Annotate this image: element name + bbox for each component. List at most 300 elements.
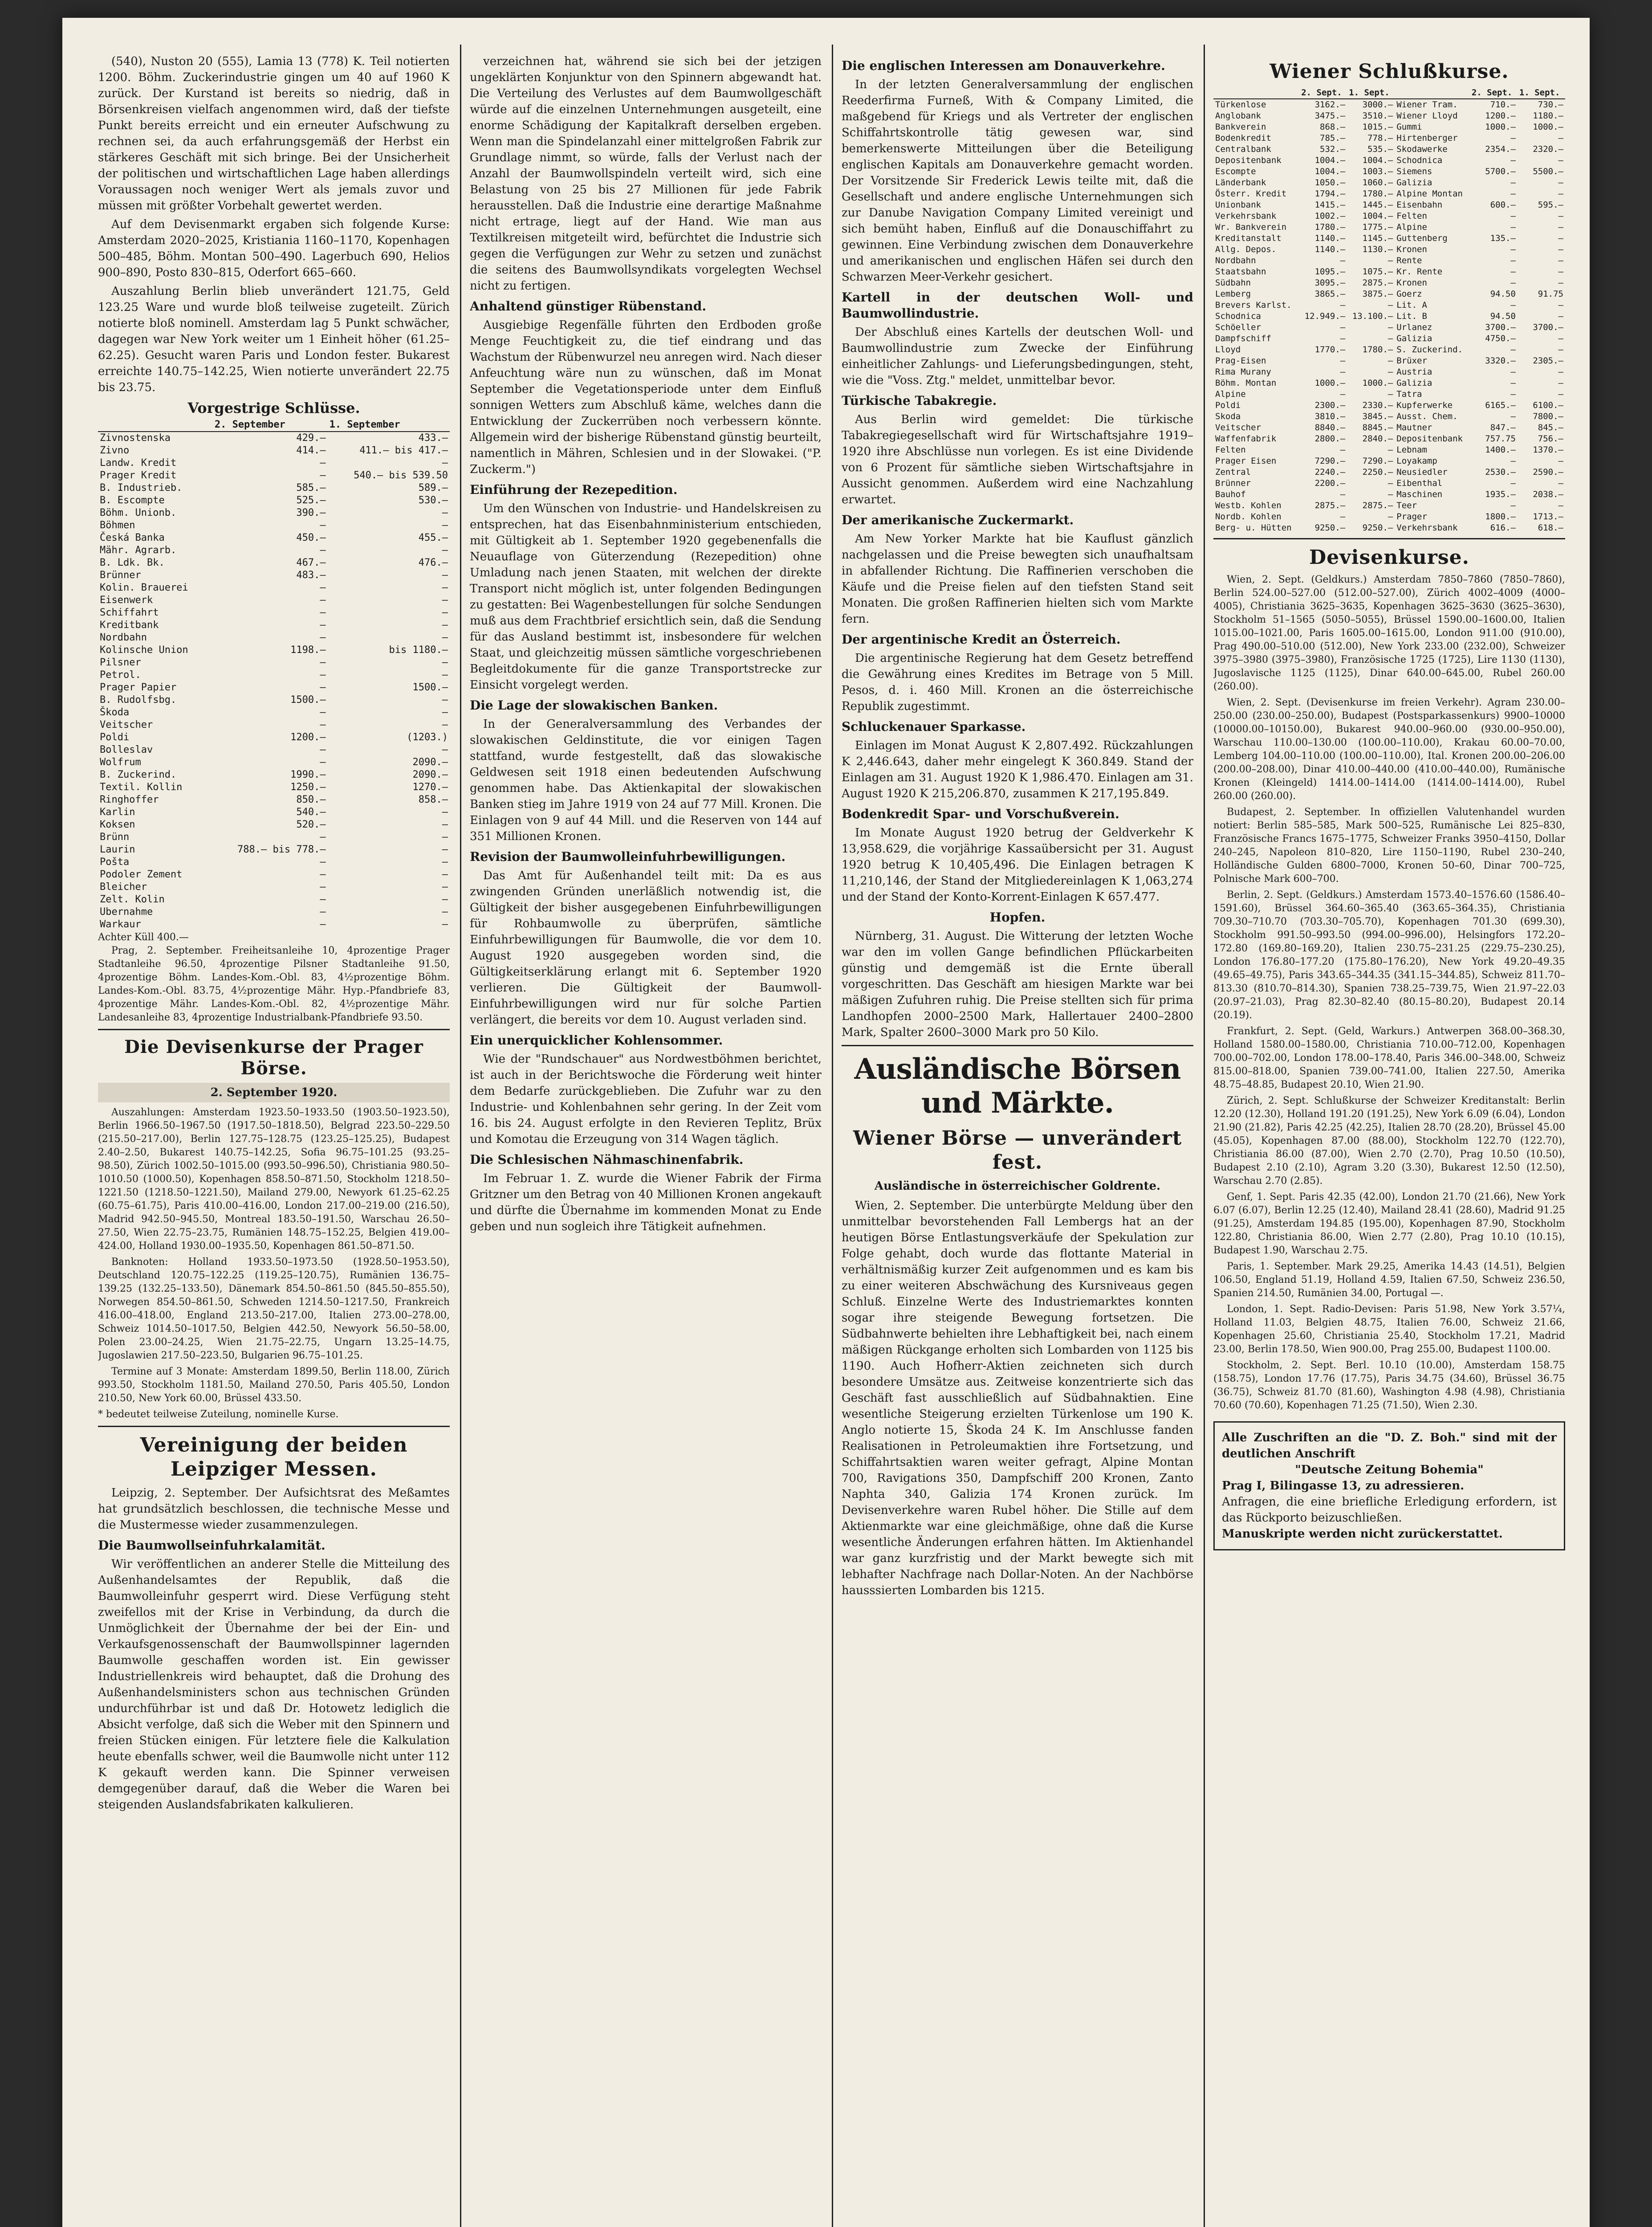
table-row	[98, 756, 450, 769]
table-cell: 2875.—	[1362, 278, 1393, 288]
table-cell: —	[1510, 367, 1516, 377]
table-header: 1. September	[328, 419, 450, 432]
table-cell: —	[1558, 267, 1563, 277]
article-text: Am New Yorker Markte hat bie Kauflust gänzlich nachgelassen und die Preise bewegten sich unaufhaltsam in abfallender Richtung. Die Raffinerien verschoben die Käufe und die Preise fielen auf den tiefsten Stand seit Monaten. Die großen Raffinerien hielten sich vom Markte fern.	[842, 532, 1193, 626]
table-row	[1213, 378, 1565, 389]
table-cell: —	[1510, 189, 1516, 199]
table-cell: —	[442, 607, 448, 618]
table-row	[1213, 244, 1565, 255]
table-row	[98, 819, 450, 831]
table-cell: 3810.—	[1314, 412, 1346, 421]
table-row	[1213, 355, 1565, 367]
table-cell: —	[1558, 300, 1563, 310]
table-cell: —	[1510, 211, 1516, 221]
table-cell: —	[1388, 334, 1393, 343]
section-heading: Ausländische Börsen und Märkte.	[854, 1052, 1181, 1120]
table-cell: 1060.—	[1362, 178, 1393, 188]
table-row	[98, 794, 450, 806]
table-cell: Galizia	[1396, 334, 1432, 343]
table-cell: Veitscher	[1215, 423, 1261, 432]
table-cell: 429.—	[296, 432, 326, 444]
table-cell: Neusiedler	[1396, 467, 1448, 477]
table-cell: 3700.—	[1485, 322, 1516, 332]
table-cell: —	[320, 669, 326, 681]
article-heading: Einführung der Rezepedition.	[470, 482, 678, 497]
table-cell: 7800.—	[1533, 412, 1563, 421]
section-heading: Wiener Börse — unverändert fest.	[853, 1127, 1182, 1174]
table-row	[1213, 266, 1565, 277]
table-cell: —	[1558, 456, 1563, 466]
table-cell: Österr. Kredit	[1215, 189, 1287, 199]
table-cell: Prager Papier	[100, 682, 177, 693]
table-cell: 1780.—	[1314, 222, 1346, 232]
table-cell: Unionbank	[1215, 200, 1261, 210]
article-text: (540), Nuston 20 (555), Lamia 13 (778) K. Teil notierten 1200. Böhm. Zuckerindustrie gingen um 40 auf 1960 K zurück. Der Kurstand ist bereits so niedrig, daß in Börsenkreisen vielfach angenommen wird, daß der tiefste Punkt bereits erreicht und ein erneuter Aufschwung zu rechnen sei, da auch erfahrungsgemäß der Herbst ein stärkeres Geschäft mit sich bringe. Bei der Unsicherheit der politischen und wirtschaftlichen Lage haben allerdings Voraussagen noch weniger Wert als jemals zuvor und müssen mit größter Vorbehalt gewertet werden.	[98, 55, 450, 212]
table-cell: 535.—	[1367, 144, 1393, 154]
table-row	[1213, 333, 1565, 344]
table-cell: 1130.—	[1362, 245, 1393, 254]
table-cell: 2875.—	[1362, 501, 1393, 510]
table-cell: 3865.—	[1314, 289, 1346, 299]
section-heading: Devisenkurse.	[1309, 546, 1469, 569]
table-cell: Kupferwerke	[1396, 400, 1453, 410]
table-cell: 7290.—	[1314, 456, 1346, 466]
table-row	[1213, 367, 1565, 378]
article-text: Paris, 1. September. Mark 29.25, Amerika 14.43 (14.51), Belgien 106.50, England 51.19, Holland 4.59, Italien 67.50, Schweiz 236.50, Spanien 214.50, Rumänien 34.00, Portugal —.	[1213, 1261, 1565, 1299]
table-cell: 1003.—	[1362, 167, 1393, 176]
section-subtitle: Ausländische in österreichischer Goldrente.	[874, 1179, 1161, 1193]
table-cell: —	[320, 582, 326, 593]
column-4	[1213, 53, 1565, 2227]
article-text: Wien, 2. Sept. (Geldkurs.) Amsterdam 7850–7860 (7850–7860), Berlin 524.00–527.00 (512.00–527.00), Zürich 4002–4009 (4000–4005), Christiania 3625–3635, Kopenhagen 3625–3630 (3625–3630), Stockholm 51–1565 (5050–5055), Brüssel 1590.00–1600.00, Italien 1015.00–1021.00, Paris 1605.00–1615.00, London 911.00 (910.00), Prag 490.00–510.00 (512.00), New York 233.00 (232.00), Schweizer 3975–3980 (3975–3980), Französische 1725 (1725), Lire 1130 (1130), Jugoslavische 1125 (1125), Dinar 640.00–645.00, Rubel 260.00 (260.00).	[1213, 574, 1565, 692]
column-3	[842, 53, 1193, 2227]
table-row	[1213, 400, 1565, 411]
table-cell: —	[442, 632, 448, 643]
table-cell: Kreditbank	[100, 620, 159, 631]
table-cell: —	[320, 457, 326, 469]
article-text: In der Generalversammlung des Verbandes der slowakischen Geldinstitute, die vor einigen Tagen stattfand, wurde festgestellt, daß das slowakische Geldwesen seit 1918 einen bedeutenden Aufschwung genommen habe. Das Aktienkapital der slowakischen Banken stieg im Jahre 1919 von 24 auf 77 Mill. Kronen. Die Einlagen von 9 auf 44 Mill. und die Reserven von 144 auf 351 Millionen Kronen.	[470, 718, 822, 843]
table-cell: —	[442, 857, 448, 868]
table-cell: Hirtenberger	[1396, 133, 1458, 143]
table-row	[98, 432, 450, 445]
article-heading: Der amerikanische Zuckermarkt.	[842, 513, 1074, 527]
table-cell: Prager Eisen	[1215, 456, 1277, 466]
table-cell: —	[1558, 178, 1563, 188]
table-cell: 868.—	[1320, 122, 1346, 132]
table-cell: 756.—	[1538, 434, 1563, 444]
table-cell: —	[1388, 256, 1393, 265]
table-cell: —	[1510, 378, 1516, 388]
table-cell: 1004.—	[1362, 211, 1393, 221]
table-cell: 2090.—	[412, 757, 448, 768]
table-cell: —	[442, 669, 448, 681]
table-cell: 2800.—	[1314, 434, 1346, 444]
table-cell: 1002.—	[1314, 211, 1346, 221]
table-cell: 1004.—	[1362, 155, 1393, 165]
table-cell: 525.—	[296, 495, 326, 506]
table-cell: —	[1558, 311, 1563, 321]
table-row	[98, 494, 450, 507]
table-cell: 1780.—	[1362, 189, 1393, 199]
table-cell: 710.—	[1490, 100, 1516, 110]
table-cell: —	[320, 757, 326, 768]
table-cell: —	[1510, 478, 1516, 488]
table-cell: Kronen	[1396, 278, 1427, 288]
article-text: Der Abschluß eines Kartells der deutschen Woll- und Baumwollindustrie zum Zwecke der Einführung einheitlicher Zahlungs- und Lieferungsbedingungen, steht, wie die "Voss. Ztg." meldet, unmittelbar bevor.	[842, 326, 1193, 387]
table-cell: —	[1340, 512, 1346, 522]
table-cell: Teer	[1396, 501, 1417, 510]
table-cell: Maschinen	[1396, 489, 1443, 499]
section-date: 2. September 1920.	[98, 1083, 450, 1102]
table-cell: —	[320, 707, 326, 718]
table-cell: Dampfschiff	[1215, 334, 1271, 343]
table-cell: —	[1558, 256, 1563, 265]
table-row	[98, 544, 450, 557]
table-row	[1213, 389, 1565, 400]
table-cell: Länderbank	[1215, 178, 1266, 188]
table-row	[98, 445, 450, 457]
table-cell: Nordbahn	[100, 632, 147, 643]
table-cell: Kreditanstalt	[1215, 233, 1282, 243]
table-cell: 3320.—	[1485, 356, 1516, 366]
table-cell: Podoler Zement	[100, 869, 183, 880]
article-text: Aus Berlin wird gemeldet: Die türkische Tabakregiegesellschaft wird für Wirtschaftsjahre 1919–1920 ihre Abschlüsse nun vorlegen. Es ist eine Dividende von 6 Prozent für sämtliche sieben Wirtschaftsjahre in Aussicht genommen. Außerdem wird eine Nachzahlung erwartet.	[842, 413, 1193, 506]
table-cell: 1140.—	[1314, 233, 1346, 243]
table-row	[1213, 311, 1565, 322]
table-cell: 91.75	[1538, 289, 1563, 299]
table-cell: 520.—	[296, 819, 326, 830]
table-cell: 540.— bis 539.50	[354, 470, 448, 481]
table-cell: Eisenwerk	[100, 595, 153, 606]
table-cell: Ubernahme	[100, 906, 153, 918]
table-cell: —	[1510, 133, 1516, 143]
table-cell: Poldi	[100, 732, 130, 743]
table-cell: —	[320, 682, 326, 693]
table-cell: Gummi	[1396, 122, 1422, 132]
table-cell: —	[1340, 367, 1346, 377]
table-cell: —	[1388, 478, 1393, 488]
table-cell: —	[442, 457, 448, 469]
table-cell: 540.—	[296, 807, 326, 818]
table-cell: —	[442, 520, 448, 531]
table-cell: Česká Banka	[100, 532, 165, 543]
table-cell: 1780.—	[1362, 345, 1393, 355]
table-cell: Mautner	[1396, 423, 1432, 432]
article-text: Ausgiebige Regenfälle führten den Erdboden große Menge Feuchtigkeit zu, die tief eindrang und das Wachstum der Rübenwurzel neu anregen wird. Nach dieser Anfeuchtung wäre nun zu wünschen, daß im Monat September die Vegetationsperiode unter dem Einfluß sonnigen Wetters zum Abschluß käme, welches dann die Entwicklung der Zuckerrüben noch verbessern könnte. Allgemein wird der bisherige Rübenstand günstig beurteilt, namentlich in Mähren, Schlesien und in der Slowakei. ("P. Zuckerm.")	[470, 318, 822, 476]
table-row	[1213, 122, 1565, 133]
table-cell: —	[442, 719, 448, 730]
table-cell: Zivnostenska	[100, 432, 171, 444]
article-heading: Bodenkredit Spar- und Vorschußverein.	[842, 807, 1119, 821]
table-row	[1213, 211, 1565, 222]
table-cell: —	[320, 744, 326, 755]
table-row	[98, 557, 450, 569]
table-cell: —	[1558, 389, 1563, 399]
column-1	[98, 53, 450, 2227]
article-text: Berlin, 2. Sept. (Geldkurs.) Amsterdam 1573.40–1576.60 (1586.40–1591.60), Brüssel 364.60–365.40 (363.65–364.35), Christiania 709.30–710.70 (703.30–705.70), Kopenhagen 701.30 (699.30), Stockholm 991.50–993.50 (994.00–996.00), Helsingfors 172.20–172.80 (169.80–169.20), Italien 230.75–231.25 (229.75–230.25), London 176.80–177.20 (175.80–176.20), New York 49.20–49.35 (49.65–49.75), Paris 343.65–344.35 (341.15–344.85), Schweiz 811.70–813.30 (810.70–814.30), Spanien 738.25–739.75, Wien 21.97–22.03 (20.97–21.03), Prag 82.30–82.40 (80.15–80.20), Budapest 20.14 (20.19).	[1213, 889, 1565, 1021]
table-cell: Alpine	[1396, 222, 1427, 232]
table-cell: Waffenfabrik	[1215, 434, 1277, 444]
table-cell: Guttenberg	[1396, 233, 1448, 243]
table-header: 1. Sept.	[1347, 87, 1395, 99]
table-cell: 1004.—	[1314, 167, 1346, 176]
table-cell: B. Escompte	[100, 495, 165, 506]
table-cell: 595.—	[1538, 200, 1563, 210]
article-text: Wien, 2. Sept. (Devisenkurse im freien Verkehr). Agram 230.00–250.00 (230.00–250.00), Budapest (Postsparkassenkurs) 9900–10000 (10000.00–10150.00), Bukarest 940.00–960.00 (930.00–950.00), Warschau 110.00–130.00 (100.00–110.00), Krakau 60.00–70.00, Lemberg 104.00–110.00 (100.00–110.00), Ital. Kronen 200.00–206.00 (200.00–208.00), Dinar 410.00–440.00 (410.00–440.00), Rumänische Kronen (Kleingeld) 1414.00–1414.00 (1414.00–1414.00), Rubel 260.00 (260.00).	[1213, 697, 1565, 802]
table-cell: —	[1388, 322, 1393, 332]
table-cell: Depositenbank	[1396, 434, 1463, 444]
table-cell: —	[320, 919, 326, 930]
table-cell: 2840.—	[1362, 434, 1393, 444]
article-text: Im Februar 1. Z. wurde die Wiener Fabrik der Firma Gritzner um den Betrag von 40 Millionen Kronen angekauft und dürfte die Übernahme im kommenden Monat zu Ende geben und nun sogleich ihre Tätigkeit aufnehmen.	[470, 1172, 822, 1233]
table-cell: 1200.—	[290, 732, 326, 743]
table-row	[1213, 411, 1565, 422]
table-cell: Poldi	[1215, 400, 1241, 410]
table-row	[98, 519, 450, 532]
table-cell: 2200.—	[1314, 478, 1346, 488]
table-cell: 2240.—	[1314, 467, 1346, 477]
table-cell: Schodnica	[1215, 311, 1261, 321]
table-row	[98, 844, 450, 856]
table-cell: Landw. Kredit	[100, 457, 177, 469]
table-cell: 1400.—	[1485, 445, 1516, 455]
table-cell: —	[442, 744, 448, 755]
table-cell: —	[1510, 278, 1516, 288]
table-cell: Schöeller	[1215, 322, 1261, 332]
table-cell: Verkehrsbank	[1215, 211, 1277, 221]
table-header: 1. Sept.	[1518, 87, 1565, 99]
section-heading: Vereinigung der beiden Leipziger Messen.	[140, 1434, 408, 1481]
table-cell: —	[442, 832, 448, 843]
table-cell: Brünner	[1215, 478, 1251, 488]
table-cell: B. Ldk. Bk.	[100, 557, 165, 568]
table-row	[1213, 500, 1565, 511]
table-row	[98, 893, 450, 906]
table-cell: 1500.—	[290, 694, 326, 706]
table-cell: Austria	[1396, 367, 1432, 377]
table-header	[98, 419, 213, 432]
table-cell: Škoda	[100, 707, 130, 718]
table-row	[98, 619, 450, 632]
table-cell: —	[1388, 489, 1393, 499]
table-cell: —	[442, 894, 448, 905]
table-cell: —	[320, 520, 326, 531]
table-row	[1213, 110, 1565, 122]
table-row	[98, 607, 450, 619]
article-heading: Die Schlesischen Nähmaschinenfabrik.	[470, 1152, 744, 1167]
table-cell: 2090.—	[412, 769, 448, 780]
article-text: Zürich, 2. Sept. Schlußkurse der Schweizer Kreditanstalt: Berlin 12.20 (12.30), Holland 191.20 (191.25), New York 6.09 (6.04), London 21.90 (21.82), Paris 42.25 (42.25), Italien 28.70 (28.20), Brüssel 45.00 (45.05), Kopenhagen 87.00 (88.00), Stockholm 122.70 (122.70), Christiania 86.00 (87.00), Wien 2.70 (2.70), Prag 10.50 (10.50), Budapest 2.10 (2.10), Agram 3.20 (3.30), Bukarest 12.50 (12.50), Warschau 2.70 (2.85).	[1213, 1095, 1565, 1187]
table-cell: Anglobank	[1215, 111, 1261, 121]
table-cell: —	[320, 832, 326, 843]
table-cell: 2250.—	[1362, 467, 1393, 477]
table-cell: Mähr. Agrarb.	[100, 545, 177, 556]
table-cell: 3845.—	[1362, 412, 1393, 421]
table-cell: Warkaur	[100, 919, 141, 930]
table-cell: 589.—	[418, 482, 448, 494]
table-row	[98, 744, 450, 756]
table-cell: 3162.—	[1314, 100, 1346, 110]
table-cell: —	[442, 620, 448, 631]
table-cell: 757.75	[1485, 434, 1516, 444]
notice-address: Prag I, Bilingasse 13, zu adressieren.	[1222, 1479, 1465, 1493]
table-cell: —	[1388, 356, 1393, 366]
table-cell: 8840.—	[1314, 423, 1346, 432]
table-cell: —	[1510, 245, 1516, 254]
table-row	[98, 457, 450, 469]
table-row	[1213, 155, 1565, 166]
table-cell: Bleicher	[100, 881, 147, 893]
table-cell: 3510.—	[1362, 111, 1393, 121]
table-cell: Bankverein	[1215, 122, 1266, 132]
table-header: 2. September	[213, 419, 328, 432]
table-cell: 1415.—	[1314, 200, 1346, 210]
table-cell: —	[320, 857, 326, 868]
table-cell: Depositenbank	[1215, 155, 1282, 165]
table-cell: B. Industrieb.	[100, 482, 183, 494]
table-cell: Karlin	[100, 807, 135, 818]
table-row	[1213, 300, 1565, 311]
table-cell: Alpine Montan	[1396, 189, 1463, 199]
table-cell: 1775.—	[1362, 222, 1393, 232]
table-row	[98, 507, 450, 519]
table-cell: 1000.—	[1533, 122, 1563, 132]
table-cell: —	[1510, 222, 1516, 232]
table-cell: 135.—	[1490, 233, 1516, 243]
table-cell: Brüxer	[1396, 356, 1427, 366]
table-footnote: Achter Küll 400.—	[98, 932, 189, 943]
table-cell: Westb. Kohlen	[1215, 501, 1282, 510]
article-text: Auszahlungen: Amsterdam 1923.50–1933.50 (1903.50–1923.50), Berlin 1966.50–1967.50 (1917.50–1818.50), Belgrad 223.50–229.50 (215.50–217.00), Berlin 127.75–128.75 (123.25–125.25), Budapest 2.40–2.50, Bukarest 140.75–142.25, Sofia 96.75–101.25 (93.25–98.50), Zürich 1002.50–1015.00 (993.50–996.50), Christiania 980.50–1010.50 (1000.50), Kopenhagen 858.50–871.50, Stockholm 1218.50–1221.50 (1218.50–1221.50), Mailand 279.00, Newyork 61.25–62.25 (60.75–61.75), Paris 410.00–416.00, London 217.00–219.00 (216.50), Madrid 942.50–945.50, Montreal 183.50–191.50, Warschau 26.50–27.50, Wien 22.75–23.75, Rumänien 148.75–152.25, Belgien 419.00–424.00, Holland 1930.00–1935.50, Kopenhagen 861.50–871.50.	[98, 1107, 450, 1252]
table-cell: Loyakamp	[1396, 456, 1437, 466]
table-cell: Pošta	[100, 857, 130, 868]
article-text: Im Monate August 1920 betrug der Geldverkehr K 13,958.629, die vorjährige Kassaübersicht per 31. August 1920 betrug K 10,405,496. Die Einlagen betragen K 11,210,146, der Stand der Mitgliedereinlagen K 1,063,274 und der Stand der Konto-Korrent-Einlagen K 657.477.	[842, 826, 1193, 904]
table-cell: 2300.—	[1314, 400, 1346, 410]
table-cell: Prag-Eisen	[1215, 356, 1266, 366]
table-cell: Bolleslav	[100, 744, 153, 755]
notice-name: "Deutsche Zeitung Bohemia"	[1295, 1463, 1484, 1477]
table-row	[98, 731, 450, 744]
table-cell: 1145.—	[1362, 233, 1393, 243]
table-cell: —	[442, 657, 448, 668]
table-row	[98, 657, 450, 669]
article-text: Um den Wünschen von Industrie- und Handelskreisen zu entsprechen, hat das Eisenbahnministerium entschieden, mit Gültigkeit ab 1. September 1920 gegebenenfalls die Neuauflage von Güterzendung (Rezepedition) ohne Umladung nach jenen Staaten, mit welchen der direkte Transport nicht möglich ist, unter folgenden Bedingungen zu gestatten: Bei Wagenbestellungen für solche Sendungen muß aus dem Frachtbrief ersichtlich sein, daß die Sendung für das Ausland bestimmt ist, insbesondere für welchen Staat, und gleichzeitig müssen sämtliche vorgeschriebenen Begleitdokumente für die ganze Transportstrecke zur Einsicht vorgelegt werden.	[470, 502, 822, 692]
table-row	[1213, 144, 1565, 155]
table-cell: Lemberg	[1215, 289, 1251, 299]
table-cell: —	[1388, 445, 1393, 455]
table-row	[1213, 166, 1565, 177]
article-heading: Schluckenauer Sparkasse.	[842, 719, 1026, 734]
table-cell: —	[320, 906, 326, 918]
table-cell: Skodawerke	[1396, 144, 1448, 154]
table-cell: 1990.—	[290, 769, 326, 780]
table-cell: —	[1510, 155, 1516, 165]
article-heading: Revision der Baumwolleinfuhrbewilligungen.	[470, 849, 786, 864]
table-cell: —	[1558, 501, 1563, 510]
table-cell: Wiener Lloyd	[1396, 111, 1458, 121]
table-cell: 1015.—	[1362, 122, 1393, 132]
section-heading: Vorgestrige Schlüsse.	[187, 400, 360, 416]
table-cell: Brünner	[100, 570, 141, 581]
table-cell: 483.—	[296, 570, 326, 581]
column-2	[470, 53, 822, 2227]
table-cell: 9250.—	[1362, 523, 1393, 533]
table-row	[98, 681, 450, 694]
table-cell: Verkehrsbank	[1396, 523, 1458, 533]
column-rule	[832, 45, 833, 2227]
table-cell: —	[320, 881, 326, 893]
table-cell: 476.—	[418, 557, 448, 568]
table-cell: Prager Kredit	[100, 470, 177, 481]
table-cell: —	[1558, 211, 1563, 221]
table-cell: 1935.—	[1485, 489, 1516, 499]
table-row	[98, 469, 450, 482]
table-cell: —	[320, 869, 326, 880]
table-row	[98, 694, 450, 706]
table-row	[1213, 277, 1565, 289]
table-cell: Siemens	[1396, 167, 1432, 176]
table-cell: 1004.—	[1314, 155, 1346, 165]
table-row	[98, 482, 450, 494]
table-cell: —	[1510, 345, 1516, 355]
table-cell: 1180.—	[1533, 111, 1563, 121]
article-heading: Anhaltend günstiger Rübenstand.	[470, 299, 707, 314]
table-cell: Veitscher	[100, 719, 153, 730]
table-cell: Berg- u. Hütten	[1215, 523, 1292, 533]
table-cell: Schodnica	[1396, 155, 1443, 165]
table-cell: Zelt. Kolin	[100, 894, 165, 905]
table-cell: 1000.—	[1314, 378, 1346, 388]
table-row	[98, 594, 450, 607]
table-cell: Staatsbahn	[1215, 267, 1266, 277]
table-row	[1213, 255, 1565, 266]
table-row	[1213, 188, 1565, 200]
article-text: Leipzig, 2. September. Der Aufsichtsrat des Meßamtes hat grundsätzlich beschlossen, die technische Messe und die Mustermesse wieder zusammenzulegen.	[98, 1486, 450, 1532]
table-cell: Escompte	[1215, 167, 1256, 176]
table-row	[98, 806, 450, 819]
table-cell: 778.—	[1367, 133, 1393, 143]
table-row	[98, 644, 450, 657]
table-cell: 785.—	[1320, 133, 1346, 143]
table-cell: 5500.—	[1533, 167, 1563, 176]
table-row	[1213, 133, 1565, 144]
article-text: Wir veröffentlichen an anderer Stelle die Mitteilung des Außenhandelsamtes der Republik, daß die Baumwolleinfuhr gesperrt wird. Diese Verfügung steht zweifellos mit der Krise in Verbindung, da durch die Unmöglichkeit der Übernahme der bei der Ein- und Verkaufsgenossenschaft der Baumwollspinner lagernden Baumwolle geschaffen worden ist. Ein gewisser Industriellenkreis wird behauptet, daß die Drohung des Außenhandelsministers schon aus technischen Gründen undurchführbar ist und daß Dr. Hotowetz lediglich die Absicht verfolge, daß sich die Weber mit den Spinnern und freien Stücken einigen. Für letztere fiele die Kalkulation heute ebenfalls schwer, weil die Baumwolle nicht unter 112 K gekauft werden kann. Die Spinner verweisen demgegenüber darauf, daß die Weber die Waren bei steigenden Auslandsfabrikaten kalkulieren.	[98, 1558, 450, 1811]
table-row	[1213, 478, 1565, 489]
table-row	[98, 781, 450, 794]
table-row	[1213, 445, 1565, 456]
table-cell: —	[1510, 412, 1516, 421]
table-cell: —	[442, 807, 448, 818]
table-cell: 7290.—	[1362, 456, 1393, 466]
table-cell: —	[1510, 267, 1516, 277]
article-heading: Die Lage der slowakischen Banken.	[470, 698, 718, 713]
table-cell: 1770.—	[1314, 345, 1346, 355]
article-heading: Die englischen Interessen am Donauverkehre.	[842, 58, 1165, 73]
table-cell: 2875.—	[1314, 501, 1346, 510]
table-row	[98, 831, 450, 844]
table-cell: 455.—	[418, 532, 448, 543]
table-cell: 1250.—	[290, 782, 326, 793]
table-cell: 585.—	[296, 482, 326, 494]
table-cell: B. Rudolfsbg.	[100, 694, 177, 706]
table-cell: Lit. A	[1396, 300, 1427, 310]
table-cell: 2305.—	[1533, 356, 1563, 366]
table-cell: Petrol.	[100, 669, 141, 681]
table-cell: —	[442, 869, 448, 880]
table-row	[1213, 289, 1565, 300]
table-cell: 8845.—	[1362, 423, 1393, 432]
table-cell: 788.— bis 778.—	[237, 844, 326, 855]
